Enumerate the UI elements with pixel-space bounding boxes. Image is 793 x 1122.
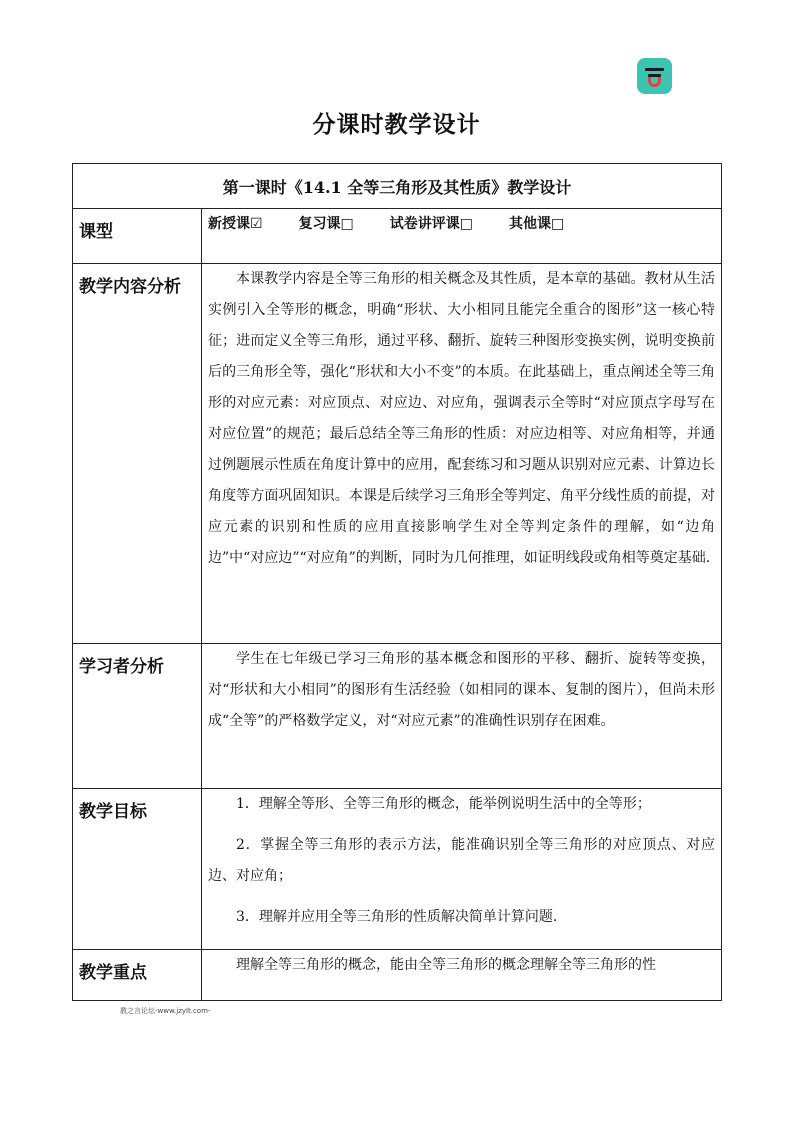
key-points-text: 理解全等三角形的概念，能由全等三角形的概念理解全等三角形的性 [236, 957, 656, 973]
learner-analysis-text: 学生在七年级已学习三角形的基本概念和图形的平移、翻折、旋转等变换，对“形状和大小相同”的图形有生活经验（如相同的课本、复制的图片），但尚未形成“全等”的严格数学定义，对“对应元素”的准确性识别存在困难。 [208, 651, 715, 729]
learner-analysis-label: 学习者分析 [73, 644, 202, 789]
footer-source: 教之言论坛-www.jzylt.com- [120, 1007, 211, 1015]
logo-smile [648, 77, 661, 87]
table-title: 第一课时《14.1 全等三角形及其性质》教学设计 [73, 164, 722, 209]
objectives-label: 教学目标 [73, 789, 202, 950]
objective-item: 3．理解并应用全等三角形的性质解决简单计算问题. [236, 909, 558, 925]
site-logo [637, 58, 672, 94]
lesson-type-new: 新授课☑ [208, 216, 263, 232]
objective-item: 1．理解全等形、全等三角形的概念，能举例说明生活中的全等形； [236, 796, 651, 812]
content-analysis-label: 教学内容分析 [73, 264, 202, 644]
lesson-type-other: 其他课□ [509, 216, 565, 232]
lesson-type-exam-review: 试卷讲评课□ [389, 216, 474, 232]
objectives-cell [202, 789, 722, 950]
lesson-design-table [72, 163, 722, 1001]
lesson-type-cell [202, 209, 722, 264]
key-points-cell [202, 950, 722, 1001]
logo-bar-top [645, 68, 664, 71]
objective-item: 2．掌握全等三角形的表示方法，能准确识别全等三角形的对应顶点、对应边、对应角； [208, 837, 715, 884]
learner-analysis-cell [202, 644, 722, 789]
content-analysis-cell [202, 264, 722, 644]
key-points-label: 教学重点 [73, 950, 202, 1001]
document-title: 分课时教学设计 [312, 112, 481, 138]
content-analysis-text: 本课教学内容是全等三角形的相关概念及其性质，是本章的基础。教材从生活实例引入全等形的概念，明确“形状、大小相同且能完全重合的图形”这一核心特征；进而定义全等三角形，通过平移、翻折、旋转三种图形变换实例，说明变换前后的三角形全等，强化“形状和大小不变”的本质。在此基础上，重点阐述全等三角形的对应元素：对应顶点、对应边、对应角，强调表示全等时“对应顶点字母写在对应位置”的规范；最后总结全等三角形的性质：对应边相等、对应角相等，并通过例题展示性质在角度计算中的应用，配套练习和习题从识别对应元素、计算边长角度等方面巩固知识。本课是后续学习三角形全等判定、角平分线性质的前提，对应元素的识别和性质的应用直接影响学生对全等判定条件的理解，如“边角边”中“对应边”“对应角”的判断，同时为几何推理，如证明线段或角相等奠定基础. [208, 271, 715, 566]
lesson-type-review: 复习课□ [298, 216, 354, 232]
lesson-type-label: 课型 [73, 209, 202, 264]
